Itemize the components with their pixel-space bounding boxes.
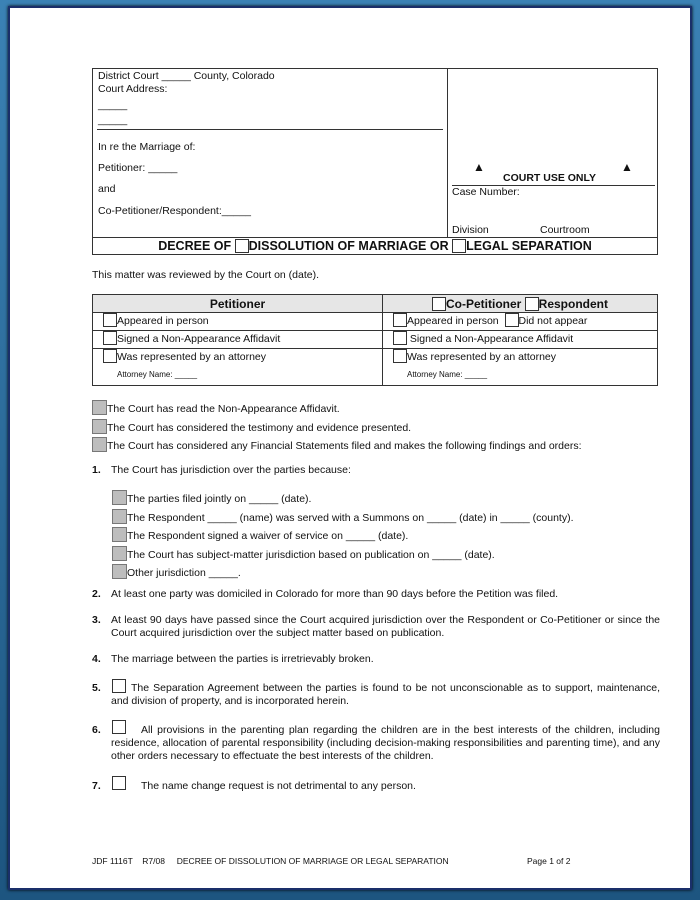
checkbox[interactable] bbox=[393, 331, 407, 345]
address-line-1[interactable]: _____ bbox=[98, 99, 128, 111]
and-label: and bbox=[98, 183, 116, 195]
row-label: Appeared in person bbox=[117, 315, 209, 327]
item-number: 2. bbox=[92, 588, 101, 600]
table-row bbox=[93, 331, 382, 349]
item-text: The Separation Agreement between the parties is found to be not unconscionable as to support, maintenance, and division of property, and is incorporated herein. bbox=[111, 682, 660, 707]
checkbox[interactable] bbox=[112, 509, 127, 524]
attorney-name-field[interactable]: Attorney Name: _____ bbox=[407, 370, 488, 379]
document-title bbox=[93, 237, 657, 255]
checkbox[interactable] bbox=[103, 331, 117, 345]
revision: R7/08 bbox=[142, 856, 165, 866]
divider bbox=[97, 129, 443, 130]
address-line-2[interactable]: _____ bbox=[98, 114, 128, 126]
checkbox[interactable] bbox=[92, 419, 107, 434]
footer-title: DECREE OF DISSOLUTION OF MARRIAGE OR LEGAL SEPARATION bbox=[176, 856, 449, 866]
item-text: The marriage between the parties is irretrievably broken. bbox=[111, 653, 374, 665]
checkbox[interactable] bbox=[103, 313, 117, 327]
item-text: At least one party was domiciled in Colorado for more than 90 days before the Petition was filed. bbox=[111, 588, 559, 600]
page-number: Page 1 of 2 bbox=[527, 856, 571, 866]
checkbox[interactable] bbox=[92, 400, 107, 415]
division-label: Division bbox=[452, 224, 489, 236]
checkbox[interactable] bbox=[112, 564, 127, 579]
dissolution-checkbox[interactable] bbox=[235, 239, 249, 253]
jurisdiction-text: The Court has subject-matter jurisdiction based on publication on _____ (date). bbox=[127, 548, 495, 561]
jurisdiction-text: The Respondent signed a waiver of service on _____ (date). bbox=[127, 530, 409, 542]
checkbox[interactable] bbox=[103, 349, 117, 363]
court-use-only: COURT USE ONLY bbox=[503, 172, 596, 184]
reviewed-date: This matter was reviewed by the Court on (date). bbox=[92, 269, 320, 281]
checkbox[interactable] bbox=[112, 546, 127, 561]
title-dissolution: DISSOLUTION OF MARRIAGE OR bbox=[248, 239, 449, 253]
case-number-label: Case Number: bbox=[452, 186, 520, 198]
co-petitioner-label: Co-Petitioner bbox=[445, 297, 522, 311]
arrow-up-icon: ▲ bbox=[473, 160, 485, 174]
finding-text: The Court has read the Non-Appearance Affidavit. bbox=[107, 403, 340, 415]
petitioner-column bbox=[93, 295, 383, 385]
item-text: The Court has jurisdiction over the parties because: bbox=[111, 464, 351, 476]
item-text: At least 90 days have passed since the Court acquired jurisdiction over the Respondent or Co-Petitioner or since the Court acquired jurisdiction over the subject matter based on publication. bbox=[111, 614, 660, 639]
title-decree: DECREE OF bbox=[158, 239, 232, 253]
arrow-up-icon: ▲ bbox=[621, 160, 633, 174]
court-address-label: Court Address: bbox=[98, 83, 168, 95]
item-number: 3. bbox=[92, 614, 101, 626]
title-legal-separation: LEGAL SEPARATION bbox=[466, 239, 592, 253]
court-findings bbox=[92, 400, 582, 456]
caption-box bbox=[92, 68, 658, 255]
attorney-name-field[interactable]: Attorney Name: _____ bbox=[117, 370, 198, 379]
caption-left bbox=[93, 69, 448, 237]
item-text: The name change request is not detrimental to any person. bbox=[141, 780, 416, 792]
in-re: In re the Marriage of: bbox=[98, 141, 196, 153]
petitioner-header: Petitioner bbox=[93, 295, 382, 313]
respondent-field[interactable]: Co-Petitioner/Respondent:_____ bbox=[98, 205, 251, 217]
item-number: 5. bbox=[92, 682, 101, 694]
row-label: Signed a Non-Appearance Affidavit bbox=[409, 333, 574, 345]
jurisdiction-text: The parties filed jointly on _____ (date). bbox=[127, 493, 312, 505]
footer bbox=[92, 856, 449, 866]
row-label: Signed a Non-Appearance Affidavit bbox=[117, 333, 281, 345]
respondent-checkbox[interactable] bbox=[525, 297, 539, 311]
item-text: All provisions in the parenting plan regarding the children are in the best interests of the children, including residence, allocation of parental responsibility (including decision-making responsibilities and parenting time), and any other orders necessary to effectuate the best interests of the children. bbox=[111, 724, 660, 762]
checkbox[interactable] bbox=[92, 437, 107, 452]
checkbox[interactable] bbox=[112, 490, 127, 505]
item-number: 4. bbox=[92, 653, 101, 665]
item-number: 7. bbox=[92, 780, 101, 792]
petitioner-field[interactable]: Petitioner: _____ bbox=[98, 162, 178, 174]
jurisdiction-list bbox=[112, 490, 574, 583]
appearance-table bbox=[92, 294, 658, 386]
table-row bbox=[383, 331, 657, 349]
respondent-header bbox=[383, 295, 657, 313]
co-petitioner-checkbox[interactable] bbox=[432, 297, 446, 311]
finding-text: The Court has considered the testimony and evidence presented. bbox=[107, 421, 412, 434]
checkbox[interactable] bbox=[393, 349, 407, 363]
respondent-column bbox=[383, 295, 657, 385]
courtroom-label: Courtroom bbox=[540, 224, 590, 236]
form-number: JDF 1116T bbox=[92, 856, 133, 866]
jurisdiction-text: Other jurisdiction _____. bbox=[127, 567, 241, 579]
item-number: 1. bbox=[92, 464, 101, 476]
table-row bbox=[383, 349, 657, 386]
did-not-appear-checkbox[interactable] bbox=[505, 313, 519, 327]
checkbox[interactable] bbox=[393, 313, 407, 327]
table-row bbox=[383, 313, 657, 331]
table-row bbox=[93, 349, 382, 386]
row-label: Appeared in person bbox=[407, 315, 499, 327]
item-number: 6. bbox=[92, 724, 101, 736]
did-not-appear-label: Did not appear bbox=[518, 315, 588, 327]
respondent-label: Respondent bbox=[538, 297, 609, 311]
legal-separation-checkbox[interactable] bbox=[452, 239, 466, 253]
document-page bbox=[8, 6, 692, 890]
row-label: Was represented by an attorney bbox=[117, 351, 267, 363]
finding-text: The Court has considered any Financial Statements filed and makes the following findings and orders: bbox=[107, 440, 582, 452]
court-name: District Court _____ County, Colorado bbox=[98, 70, 275, 82]
checkbox[interactable] bbox=[112, 527, 127, 542]
jurisdiction-text: The Respondent _____ (name) was served with a Summons on _____ (date) in _____ (county). bbox=[127, 511, 574, 524]
table-row bbox=[93, 313, 382, 331]
row-label: Was represented by an attorney bbox=[407, 351, 557, 363]
